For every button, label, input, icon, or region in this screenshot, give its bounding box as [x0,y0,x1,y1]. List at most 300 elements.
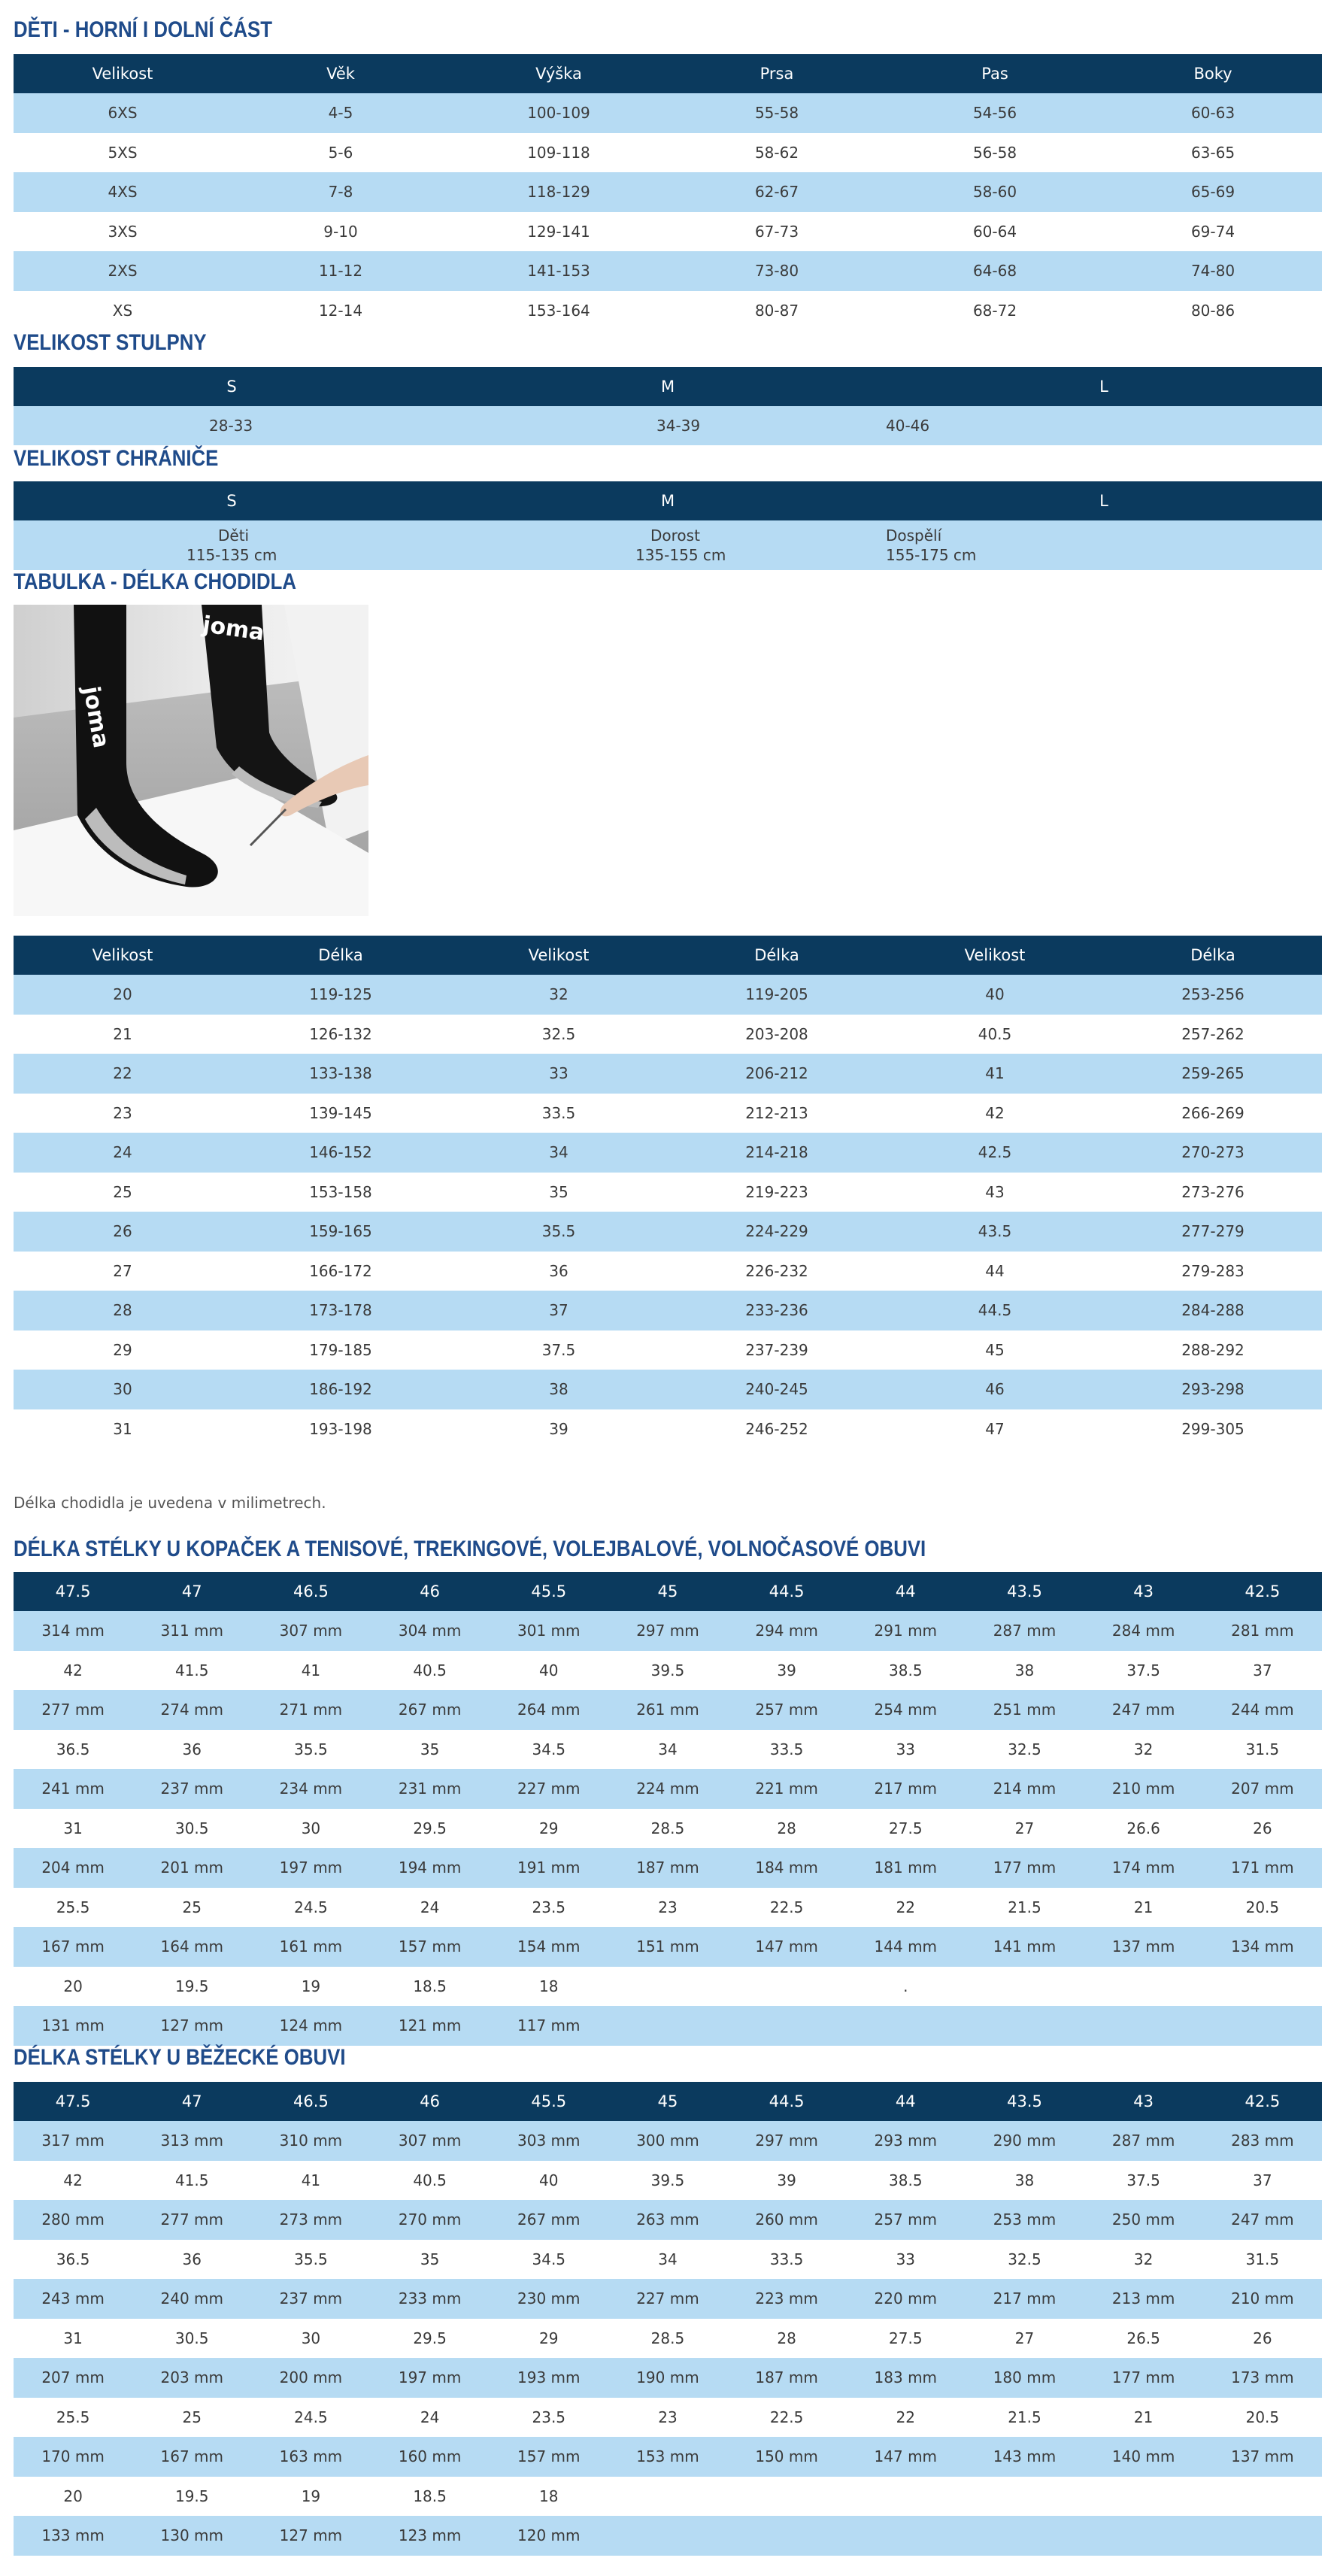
bezecke-table-cell: 217 mm [965,2279,1084,2319]
stulpny-size-table [14,367,1322,445]
kopacky-table-cell: 124 mm [251,2006,370,2046]
bezecke-table-cell: 237 mm [251,2279,370,2319]
kopacky-table-cell: 41 [251,1651,370,1691]
bezecke-table-cell: 170 mm [14,2437,132,2477]
kids-table-cell: 60-63 [1104,93,1322,133]
bezecke-table-cell: 227 mm [608,2279,727,2319]
kopacky-table-cell: 24 [371,1888,490,1928]
foot-table-row [14,1330,1322,1370]
bezecke-table-row [14,2279,1322,2319]
kopacky-table-cell [608,1967,727,2007]
bezecke-table-cell: 163 mm [251,2437,370,2477]
bezecke-table-cell: 130 mm [132,2516,251,2556]
kids-table-cell: 69-74 [1104,212,1322,252]
kopacky-table-cell: 33 [846,1730,965,1770]
kids-section-title: DĚTI - HORNÍ I DOLNÍ ČÁST [14,17,272,42]
foot-table-cell: 166-172 [232,1252,450,1291]
kopacky-table-cell: 37.5 [1084,1651,1203,1691]
kids-table-cell: 4-5 [232,93,450,133]
bezecke-table-cell: 210 mm [1203,2279,1322,2319]
kopacky-table-cell: 32 [1084,1730,1203,1770]
bezecke-header-cell: 43 [1084,2082,1203,2121]
kopacky-table-cell: 157 mm [371,1927,490,1967]
foot-table-cell: 43 [886,1173,1104,1212]
bezecke-table-cell: 287 mm [1084,2121,1203,2161]
bezecke-table-cell: 18 [490,2477,608,2517]
bezecke-table-cell: 20 [14,2477,132,2517]
kopacky-table-cell: 151 mm [608,1927,727,1967]
foot-table-row [14,1015,1322,1054]
foot-table-cell: 32 [450,975,668,1015]
kids-table-cell: 2XS [14,251,232,291]
kopacky-table-cell: 18 [490,1967,608,2007]
bezecke-table-cell: 297 mm [727,2121,846,2161]
foot-header-cell: Délka [668,936,886,975]
bezecke-header-cell: 45.5 [490,2082,608,2121]
kids-size-table [14,54,1322,330]
kopacky-table-cell: 244 mm [1203,1690,1322,1730]
kopacky-header-cell: 42.5 [1203,1572,1322,1611]
kopacky-header-cell: 46 [371,1572,490,1611]
kids-table-cell: 5-6 [232,133,450,173]
kopacky-table-cell: 167 mm [14,1927,132,1967]
foot-table-cell: 29 [14,1330,232,1370]
kids-table-cell: 80-87 [668,291,886,331]
kopacky-table-cell: 25 [132,1888,251,1928]
stulpny-value-cell: 40-46 [886,406,1322,445]
bezecke-table-cell: 300 mm [608,2121,727,2161]
foot-table-cell: 159-165 [232,1212,450,1252]
bezecke-table-cell: 253 mm [965,2200,1084,2240]
bezecke-table-cell [1084,2516,1203,2556]
kopacky-table-cell: 27 [965,1809,1084,1849]
foot-table-cell: 24 [14,1133,232,1173]
bezecke-table-cell: 267 mm [490,2200,608,2240]
bezecke-table-cell: 207 mm [14,2358,132,2398]
kids-table-cell: 4XS [14,172,232,212]
foot-table-cell: 21 [14,1015,232,1054]
bezecke-header-cell: 46.5 [251,2082,370,2121]
foot-table-cell: 33 [450,1054,668,1094]
bezecke-header-cell: 46 [371,2082,490,2121]
foot-header-cell: Velikost [14,936,232,975]
kopacky-table-cell: 29 [490,1809,608,1849]
foot-table-cell: 246-252 [668,1409,886,1449]
foot-table-cell: 22 [14,1054,232,1094]
kids-header-cell: Prsa [668,54,886,93]
foot-table-cell: 44.5 [886,1291,1104,1330]
kopacky-table-cell: 18.5 [371,1967,490,2007]
kopacky-table-cell: 297 mm [608,1611,727,1651]
kids-table-cell: 3XS [14,212,232,252]
kids-table-row [14,251,1322,291]
kids-table-header-row [14,54,1322,93]
chranice-size-table [14,481,1322,570]
kids-header-cell: Boky [1104,54,1322,93]
foot-length-note: Délka chodidla je uvedena v milimetrech. [14,1494,326,1512]
foot-table-row [14,1252,1322,1291]
bezecke-table-cell: 37 [1203,2161,1322,2201]
bezecke-table-cell: 303 mm [490,2121,608,2161]
kopacky-table-row [14,2006,1322,2046]
foot-table-cell: 284-288 [1104,1291,1322,1330]
bezecke-table-cell: 23 [608,2398,727,2438]
kopacky-table-cell: 184 mm [727,1848,846,1888]
bezecke-table-cell: 293 mm [846,2121,965,2161]
foot-table-cell: 257-262 [1104,1015,1322,1054]
bezecke-table-cell: 37.5 [1084,2161,1203,2201]
bezecke-table-cell: 223 mm [727,2279,846,2319]
foot-header-cell: Délka [232,936,450,975]
kopacky-table-cell: 247 mm [1084,1690,1203,1730]
kopacky-table-cell: 287 mm [965,1611,1084,1651]
bezecke-table-cell: 290 mm [965,2121,1084,2161]
bezecke-table-cell: 30 [251,2319,370,2359]
chranice-value-row [14,520,1322,570]
foot-table-cell: 41 [886,1054,1104,1094]
stulpny-header-cell: L [886,367,1322,406]
bezecke-table-cell: 133 mm [14,2516,132,2556]
bezecke-table-cell: 310 mm [251,2121,370,2161]
kopacky-table-cell: 197 mm [251,1848,370,1888]
stulpny-header-cell: S [14,367,450,406]
kopacky-table-cell: 21.5 [965,1888,1084,1928]
foot-length-table [14,936,1322,1449]
foot-table-cell: 153-158 [232,1173,450,1212]
foot-table-cell: 25 [14,1173,232,1212]
kopacky-table-cell: 307 mm [251,1611,370,1651]
bezecke-table-cell [727,2477,846,2517]
foot-table-cell: 224-229 [668,1212,886,1252]
bezecke-table-cell: 283 mm [1203,2121,1322,2161]
kids-table-cell: XS [14,291,232,331]
foot-table-cell: 30 [14,1370,232,1409]
bezecke-table-cell [846,2516,965,2556]
bezecke-table-cell: 25.5 [14,2398,132,2438]
bezecke-table-cell: 28.5 [608,2319,727,2359]
kopacky-table-cell: 39 [727,1651,846,1691]
bezecke-table-cell: 260 mm [727,2200,846,2240]
bezecke-table-cell: 38.5 [846,2161,965,2201]
bezecke-table-cell: 197 mm [371,2358,490,2398]
foot-table-cell: 214-218 [668,1133,886,1173]
kopacky-table-cell: 257 mm [727,1690,846,1730]
bezecke-table-cell: 18.5 [371,2477,490,2517]
foot-table-cell: 40.5 [886,1015,1104,1054]
sock-measuring-photo [14,605,368,916]
kids-table-cell: 68-72 [886,291,1104,331]
kids-table-cell: 5XS [14,133,232,173]
bezecke-table-cell: 180 mm [965,2358,1084,2398]
kopacky-table-cell: 254 mm [846,1690,965,1730]
foot-table-row [14,975,1322,1015]
photo-illustration-icon [14,605,368,916]
kopacky-table-cell: 201 mm [132,1848,251,1888]
kopacky-table-cell: 27.5 [846,1809,965,1849]
bezecke-header-cell: 47 [132,2082,251,2121]
bezecke-header-cell: 44.5 [727,2082,846,2121]
bezecke-table-cell: 317 mm [14,2121,132,2161]
kopacky-insole-table [14,1572,1322,2046]
foot-table-cell: 273-276 [1104,1173,1322,1212]
kopacky-table-cell: 187 mm [608,1848,727,1888]
bezecke-table-cell: 307 mm [371,2121,490,2161]
kopacky-table-cell: 127 mm [132,2006,251,2046]
bezecke-table-row [14,2477,1322,2517]
bezecke-table-row [14,2240,1322,2280]
bezecke-table-cell [727,2516,846,2556]
bezecke-table-cell: 22 [846,2398,965,2438]
foot-table-cell: 253-256 [1104,975,1322,1015]
kids-header-cell: Věk [232,54,450,93]
bezecke-table-cell: 140 mm [1084,2437,1203,2477]
foot-table-cell: 226-232 [668,1252,886,1291]
kopacky-table-cell: 191 mm [490,1848,608,1888]
kids-table-cell: 63-65 [1104,133,1322,173]
foot-table-row [14,1133,1322,1173]
bezecke-table-cell: 40 [490,2161,608,2201]
bezecke-table-cell: 34.5 [490,2240,608,2280]
kopacky-header-cell: 43.5 [965,1572,1084,1611]
bezecke-table-cell [965,2516,1084,2556]
kopacky-table-cell: 241 mm [14,1769,132,1809]
bezecke-table-cell: 27 [965,2319,1084,2359]
kopacky-table-cell: 314 mm [14,1611,132,1651]
bezecke-table-cell: 243 mm [14,2279,132,2319]
kids-header-cell: Pas [886,54,1104,93]
kopacky-table-cell: 174 mm [1084,1848,1203,1888]
bezecke-table-cell: 273 mm [251,2200,370,2240]
foot-table-cell: 27 [14,1252,232,1291]
kopacky-table-cell [727,2006,846,2046]
bezecke-table-cell: 33.5 [727,2240,846,2280]
bezecke-table-cell: 27.5 [846,2319,965,2359]
foot-table-cell: 279-283 [1104,1252,1322,1291]
kopacky-table-cell: 31.5 [1203,1730,1322,1770]
chranice-cell-children [14,520,450,570]
kids-table-cell: 9-10 [232,212,450,252]
foot-table-cell: 139-145 [232,1094,450,1133]
kopacky-table-cell: 20.5 [1203,1888,1322,1928]
bezecke-table-row [14,2200,1322,2240]
bezecke-table-cell: 30.5 [132,2319,251,2359]
kopacky-table-cell: 154 mm [490,1927,608,1967]
foot-header-cell: Velikost [450,936,668,975]
kids-table-cell: 11-12 [232,251,450,291]
kopacky-table-cell: 251 mm [965,1690,1084,1730]
kopacky-table-cell: 117 mm [490,2006,608,2046]
kopacky-table-cell: 204 mm [14,1848,132,1888]
foot-table-cell: 179-185 [232,1330,450,1370]
kopacky-table-cell: 19.5 [132,1967,251,2007]
bezecke-table-cell: 33 [846,2240,965,2280]
stulpny-value-cell: 34-39 [450,406,886,445]
bezecke-table-cell: 26.5 [1084,2319,1203,2359]
bezecke-table-cell: 23.5 [490,2398,608,2438]
chranice-section-title: VELIKOST CHRÁNIČE [14,446,219,471]
bezecke-table-cell: 29.5 [371,2319,490,2359]
bezecke-table-cell: 34 [608,2240,727,2280]
kopacky-table-cell: 20 [14,1967,132,2007]
foot-table-cell: 133-138 [232,1054,450,1094]
kids-table-cell: 67-73 [668,212,886,252]
chranice-label: Dorost [650,526,700,545]
bezecke-table-cell: 29 [490,2319,608,2359]
kopacky-table-cell: 35.5 [251,1730,370,1770]
foot-table-cell: 43.5 [886,1212,1104,1252]
foot-header-cell: Velikost [886,936,1104,975]
bezecke-table-cell: 32 [1084,2240,1203,2280]
bezecke-table-cell: 157 mm [490,2437,608,2477]
bezecke-table-cell [846,2477,965,2517]
kopacky-table-cell: 221 mm [727,1769,846,1809]
bezecke-insole-table [14,2082,1322,2556]
kids-table-cell: 58-60 [886,172,1104,212]
bezecke-table-cell: 38 [965,2161,1084,2201]
kopacky-table-cell: 33.5 [727,1730,846,1770]
kopacky-header-cell: 45.5 [490,1572,608,1611]
bezecke-table-cell: 31.5 [1203,2240,1322,2280]
bezecke-table-cell: 187 mm [727,2358,846,2398]
kopacky-table-cell: 39.5 [608,1651,727,1691]
bezecke-table-cell: 26 [1203,2319,1322,2359]
bezecke-table-cell: 36.5 [14,2240,132,2280]
kopacky-table-cell: 217 mm [846,1769,965,1809]
bezecke-table-cell: 28 [727,2319,846,2359]
kopacky-table-cell [1084,2006,1203,2046]
foot-table-cell: 126-132 [232,1015,450,1054]
foot-table-cell: 35.5 [450,1212,668,1252]
chranice-range: 115-135 cm [186,546,277,564]
photo-logo-text: joma [201,611,266,647]
kids-table-row [14,93,1322,133]
kopacky-table-row [14,1967,1322,2007]
bezecke-table-cell: 120 mm [490,2516,608,2556]
kopacky-table-cell: 194 mm [371,1848,490,1888]
bezecke-table-cell: 39 [727,2161,846,2201]
bezecke-table-cell: 25 [132,2398,251,2438]
kids-table-cell: 64-68 [886,251,1104,291]
foot-table-row [14,1212,1322,1252]
bezecke-table-cell: 41 [251,2161,370,2201]
bezecke-table-cell: 203 mm [132,2358,251,2398]
bezecke-table-cell: 250 mm [1084,2200,1203,2240]
bezecke-table-cell: 127 mm [251,2516,370,2556]
bezecke-table-cell: 143 mm [965,2437,1084,2477]
chranice-header-cell: S [14,481,450,520]
kopacky-table-row [14,1690,1322,1730]
bezecke-table-cell: 137 mm [1203,2437,1322,2477]
bezecke-table-row [14,2319,1322,2359]
kids-table-cell: 109-118 [450,133,668,173]
chranice-cell-youth [450,520,886,570]
bezecke-table-cell [965,2477,1084,2517]
bezecke-table-cell: 19.5 [132,2477,251,2517]
foot-table-cell: 299-305 [1104,1409,1322,1449]
kopacky-table-cell: 131 mm [14,2006,132,2046]
bezecke-table-cell: 183 mm [846,2358,965,2398]
chranice-header-row [14,481,1322,520]
kopacky-table-cell: 22 [846,1888,965,1928]
kopacky-table-cell: 41.5 [132,1651,251,1691]
kopacky-table-cell: 42 [14,1651,132,1691]
kids-table-cell: 100-109 [450,93,668,133]
bezecke-table-cell [1084,2477,1203,2517]
foot-table-cell: 35 [450,1173,668,1212]
kopacky-table-cell: 207 mm [1203,1769,1322,1809]
foot-table-cell: 42.5 [886,1133,1104,1173]
kopacky-table-cell: 271 mm [251,1690,370,1730]
kids-table-row [14,172,1322,212]
bezecke-table-row [14,2358,1322,2398]
bezecke-table-cell: 230 mm [490,2279,608,2319]
foot-table-cell: 193-198 [232,1409,450,1449]
bezecke-table-cell: 41.5 [132,2161,251,2201]
kopacky-table-cell: 23 [608,1888,727,1928]
bezecke-table-cell: 20.5 [1203,2398,1322,2438]
foot-table-cell: 277-279 [1104,1212,1322,1252]
kopacky-header-cell: 44 [846,1572,965,1611]
foot-table-cell: 33.5 [450,1094,668,1133]
bezecke-table-cell: 177 mm [1084,2358,1203,2398]
kids-table-cell: 12-14 [232,291,450,331]
bezecke-table-cell: 313 mm [132,2121,251,2161]
kopacky-table-cell: 30 [251,1809,370,1849]
bezecke-table-cell: 123 mm [371,2516,490,2556]
foot-table-cell: 219-223 [668,1173,886,1212]
kopacky-table-cell: 294 mm [727,1611,846,1651]
chranice-range: 135-155 cm [635,546,726,564]
kopacky-table-cell: . [846,1967,965,2007]
bezecke-table-cell: 263 mm [608,2200,727,2240]
foot-table-cell: 32.5 [450,1015,668,1054]
kopacky-table-cell: 137 mm [1084,1927,1203,1967]
photo-logo-text: joma [77,684,114,751]
bezecke-table-cell: 280 mm [14,2200,132,2240]
kopacky-table-cell: 284 mm [1084,1611,1203,1651]
bezecke-table-cell [1203,2477,1322,2517]
kopacky-table-cell: 171 mm [1203,1848,1322,1888]
bezecke-table-cell: 220 mm [846,2279,965,2319]
foot-table-cell: 206-212 [668,1054,886,1094]
bezecke-table-cell: 193 mm [490,2358,608,2398]
bezecke-table-cell: 190 mm [608,2358,727,2398]
foot-table-cell: 20 [14,975,232,1015]
kopacky-table-cell: 277 mm [14,1690,132,1730]
foot-table-cell: 288-292 [1104,1330,1322,1370]
bezecke-table-cell: 21.5 [965,2398,1084,2438]
chodidlo-section-title: TABULKA - DÉLKA CHODIDLA [14,569,296,594]
bezecke-header-cell: 43.5 [965,2082,1084,2121]
bezecke-table-cell: 31 [14,2319,132,2359]
kopacky-table-cell [1084,1967,1203,2007]
kopacky-table-cell: 28.5 [608,1809,727,1849]
bezecke-table-cell: 35.5 [251,2240,370,2280]
kopacky-table-cell: 267 mm [371,1690,490,1730]
kopacky-table-cell [727,1967,846,2007]
kopacky-table-cell: 291 mm [846,1611,965,1651]
bezecke-table-cell: 200 mm [251,2358,370,2398]
foot-table-cell: 38 [450,1370,668,1409]
bezecke-table-cell: 22.5 [727,2398,846,2438]
chranice-label: Děti [218,526,250,545]
stulpny-header-cell: M [450,367,886,406]
foot-table-cell: 37 [450,1291,668,1330]
kopacky-table-row [14,1611,1322,1651]
foot-table-row [14,1370,1322,1409]
kopacky-table-cell: 147 mm [727,1927,846,1967]
foot-table-cell: 26 [14,1212,232,1252]
